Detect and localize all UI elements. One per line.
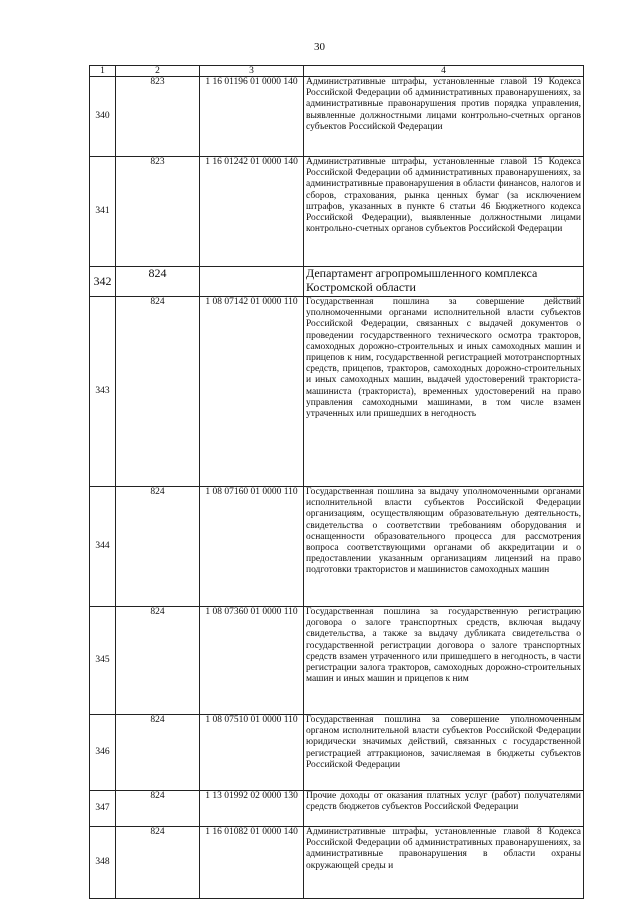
admin-code-cell: 824 <box>116 715 200 791</box>
table-row <box>90 157 584 267</box>
header-cell: 3 <box>200 66 304 77</box>
row-number-cell: 342 <box>90 267 116 297</box>
admin-code-cell: 824 <box>116 791 200 827</box>
description-cell: Государственная пошлина за совершение уполномоченным органом исполнительной власти субъектов Российской Федерации юридически значимых действий, связанных с государственной регистрацией аттракционов, зачисляемая в бюджеты субъектов Российской Федерации <box>304 715 584 791</box>
description-cell: Прочие доходы от оказания платных услуг (работ) получателями средств бюджетов субъектов Российской Федерации <box>304 791 584 827</box>
row-number-cell: 347 <box>90 791 116 827</box>
header-cell: 1 <box>90 66 116 77</box>
row-number-cell: 341 <box>90 157 116 267</box>
table-header-row <box>90 66 584 77</box>
description-cell: Государственная пошлина за совершение действий уполномоченными органами исполнительной власти субъектов Российской Федерации, связанных с выдачей документов о проведении государственного технического осмотра тракторов, самоходных дорожно-строительных и иных самоходных машин и прицепов к ним, государственной регистрацией мототранспортных средств, прицепов, тракторов, самоходных дорожно-строительных и иных самоходных машин, выдачей удостоверений тракториста-машиниста (тракториста), временных удостоверений на право управления самоходными машинами, в том числе взамен утраченных или пришедших в негодность <box>304 297 584 487</box>
table-row <box>90 607 584 715</box>
row-number-cell: 346 <box>90 715 116 791</box>
description-cell: Государственная пошлина за выдачу уполномоченными органами исполнительной власти субъектов Российской Федерации организациям, осуществляющим образовательную деятельность, свидетельства о соответствии требованиям оборудования и оснащенности образовательного процесса для рассмотрения вопроса соответствующими органами об аккредитации и о предоставлении указанным организациям лицензий на право подготовки трактористов и машинистов самоходных машин <box>304 487 584 607</box>
table-row <box>90 487 584 607</box>
revenue-code-cell <box>200 267 304 297</box>
revenue-code-cell: 1 16 01082 01 0000 140 <box>200 827 304 899</box>
table-row <box>90 791 584 827</box>
table-row <box>90 827 584 899</box>
admin-code-cell: 824 <box>116 827 200 899</box>
page-number: 30 <box>314 41 325 53</box>
revenue-code-cell: 1 08 07510 01 0000 110 <box>200 715 304 791</box>
table-row-department <box>90 267 584 297</box>
row-number-cell: 345 <box>90 607 116 715</box>
admin-code-cell: 824 <box>116 267 200 297</box>
header-cell: 2 <box>116 66 200 77</box>
admin-code-cell: 823 <box>116 157 200 267</box>
revenue-code-cell: 1 08 07160 01 0000 110 <box>200 487 304 607</box>
header-cell: 4 <box>304 66 584 77</box>
description-cell: Департамент агропромышленного комплекса Костромской области <box>304 267 584 297</box>
row-number-cell: 340 <box>90 77 116 157</box>
revenue-code-cell: 1 13 01992 02 0000 130 <box>200 791 304 827</box>
admin-code-cell: 824 <box>116 297 200 487</box>
description-cell: Административные штрафы, установленные главой 15 Кодекса Российской Федерации об административных правонарушениях, за административные правонарушения в области финансов, налогов и сборов, страхования, рынка ценных бумаг (за исключением штрафов, указанных в пункте 6 статьи 46 Бюджетного кодекса Российской Федерации), выявленные должностными лицами контрольно-счетных органов субъектов Российской Федерации <box>304 157 584 267</box>
table-row <box>90 297 584 487</box>
revenue-code-cell: 1 08 07142 01 0000 110 <box>200 297 304 487</box>
revenue-table <box>89 65 584 899</box>
revenue-code-cell: 1 16 01242 01 0000 140 <box>200 157 304 267</box>
admin-code-cell: 823 <box>116 77 200 157</box>
admin-code-cell: 824 <box>116 487 200 607</box>
description-cell: Государственная пошлина за государственную регистрацию договора о залоге транспортных средств, включая выдачу свидетельства, а также за выдачу дубликата свидетельства о государственной регистрации договора о залоге транспортных средств взамен утраченного или пришедшего в негодность, в части регистрации залога тракторов, самоходных дорожно-строительных машин и иных машин и прицепов к ним <box>304 607 584 715</box>
revenue-code-cell: 1 08 07360 01 0000 110 <box>200 607 304 715</box>
table-row <box>90 715 584 791</box>
description-cell: Административные штрафы, установленные главой 8 Кодекса Российской Федерации об административных правонарушениях, за административные правонарушения в области охраны окружающей среды и <box>304 827 584 899</box>
row-number-cell: 343 <box>90 297 116 487</box>
row-number-cell: 348 <box>90 827 116 899</box>
admin-code-cell: 824 <box>116 607 200 715</box>
description-cell: Административные штрафы, установленные главой 19 Кодекса Российской Федерации об административных правонарушениях, за административные правонарушения против порядка управления, выявленные должностными лицами контрольно-счетных органов субъектов Российской Федерации <box>304 77 584 157</box>
table-row <box>90 77 584 157</box>
revenue-code-cell: 1 16 01196 01 0000 140 <box>200 77 304 157</box>
row-number-cell: 344 <box>90 487 116 607</box>
